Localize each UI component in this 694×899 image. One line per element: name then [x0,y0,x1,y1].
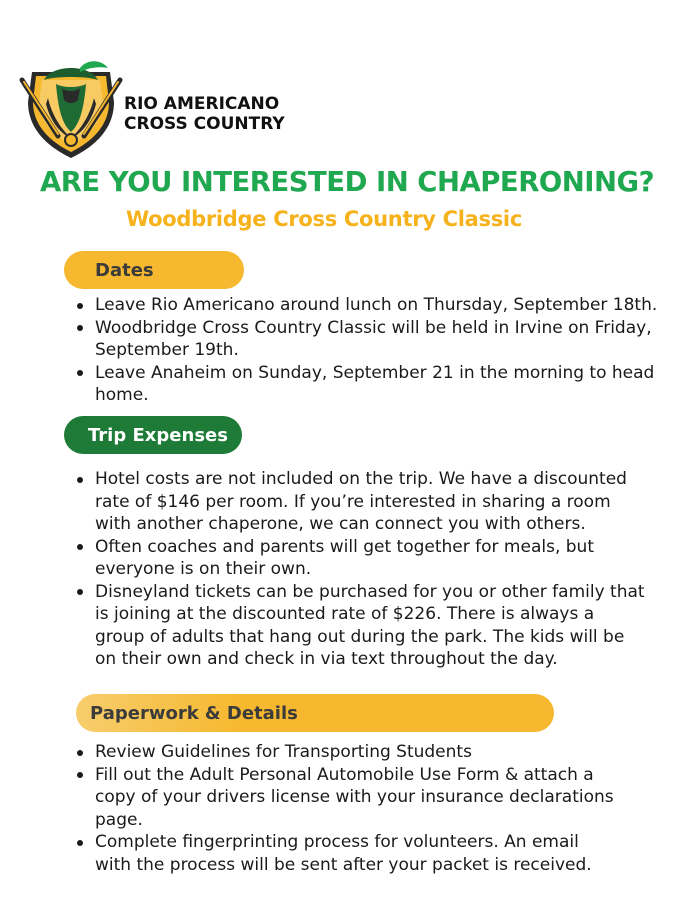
list-item: Woodbridge Cross Country Classic will be held in Irvine on Friday, September 19th. [76,317,676,362]
raider-shield-logo-icon [18,58,124,160]
list-item: Review Guidelines for Transporting Students [76,741,616,764]
list-item: Leave Rio Americano around lunch on Thursday, September 18th. [76,294,676,317]
paperwork-list [76,741,616,876]
page-subtitle: Woodbridge Cross Country Classic [126,207,522,231]
list-item: Disneyland tickets can be purchased for you or other family that is joining at the discounted rate of $226. There is always a group of adults that hang out during the park. The kids will be on their own and check in via text throughout the day. [76,581,648,671]
list-item: Complete fingerprinting process for volunteers. An email with the process will be sent after your packet is received. [76,831,616,876]
section-label-dates: Dates [64,251,244,289]
trip-expenses-list [76,468,648,671]
section-label-paperwork: Paperwork & Details [76,694,554,732]
page-title: ARE YOU INTERESTED IN CHAPERONING? [39,166,655,198]
section-label-trip-expenses: Trip Expenses [64,416,242,454]
dates-list [76,294,676,407]
list-item: Often coaches and parents will get together for meals, but everyone is on their own. [76,536,648,581]
brand-line-1: RIO AMERICANO [124,94,280,114]
list-item: Leave Anaheim on Sunday, September 21 in the morning to head home. [76,362,676,407]
brand-title [124,94,285,134]
list-item: Hotel costs are not included on the trip. We have a discounted rate of $146 per room. If you’re interested in sharing a room with another chaperone, we can connect you with others. [76,468,648,536]
list-item: Fill out the Adult Personal Automobile Use Form & attach a copy of your drivers license with your insurance declarations page. [76,764,616,832]
brand-line-2: CROSS COUNTRY [124,114,285,134]
